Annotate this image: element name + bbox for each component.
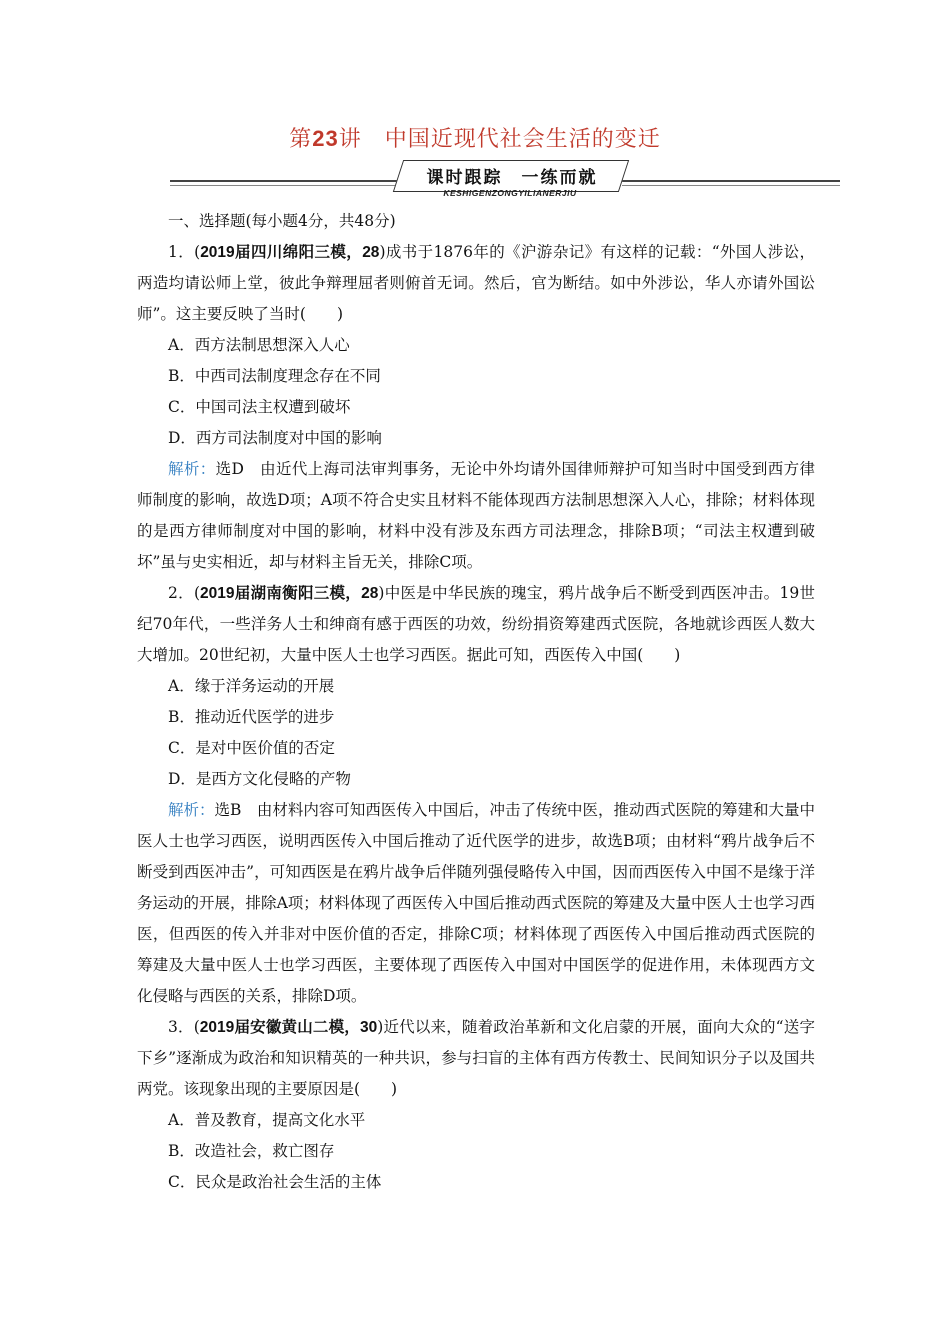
section-heading: 一、选择题(每小题4分，共48分): [168, 212, 396, 230]
q2-option-b: B．推动近代医学的进步: [168, 708, 335, 726]
q1-option-c: C．中国司法主权遭到破坏: [168, 398, 351, 416]
q1-option-a: A．西方法制思想深入人心: [168, 336, 350, 354]
title-suffix: 讲 中国近现代社会生活的变迁: [338, 127, 661, 152]
q1-number: 1．(: [168, 243, 201, 261]
q3-option-b: B．改造社会，救亡图存: [168, 1142, 335, 1160]
title-number: 23: [312, 126, 339, 151]
q1-option-d: D．西方司法制度对中国的影响: [168, 429, 382, 447]
q3-source: 届安徽黄山二模，: [234, 1019, 360, 1036]
banner-rule-left-thin: [170, 185, 398, 186]
q3-option-a: A．普及教育，提高文化水平: [168, 1111, 366, 1129]
q2-explanation-text: 选B 由材料内容可知西医传入中国后，冲击了传统中医，推动西式医院的筹建和大量中医人士也学习西医，说明西医传入中国后推动了近代医学的进步，故选B项；由材料“鸦片战争后不断受到西医冲击”，可知西医是在鸦片战争后伴随列强侵略传入中国，因而西医传入中国不是缘于洋务运动的开展，排除A项；材料体现了西医传入中国后推动西式医院的筹建及大量中医人士也学习西医，但西医的传入并非对中医价值的否定，排除C项；材料体现了西医传入中国后推动西式医院的筹建及大量中医人士也学习西医，主要体现了西医传入中国对中国医学的促进作用，未体现西方文化侵略与西医的关系，排除D项。: [137, 801, 815, 1005]
banner-rule-right: [622, 180, 840, 182]
q2-source: 届湖南衡阳三模，: [234, 585, 362, 602]
banner-sublabel: KESHIGENZONGYILIANERJIU: [443, 188, 577, 198]
q3-year: 2019: [199, 1019, 235, 1036]
document-body: [137, 206, 815, 1198]
q2-explanation: [137, 795, 815, 1012]
q3-source-number: 30: [359, 1019, 378, 1036]
q2-text: )中医是中华民族的瑰宝，鸦片战争后不断受到西医冲击。19世纪70年代，一些洋务人士和绅商有感于西医的功效，纷纷捐资筹建西式医院，各地就诊西医人数大大增加。20世纪初，大量中医人士也学习西医。据此可知，西医传入中国( ): [137, 584, 815, 664]
banner-rule-left: [170, 180, 398, 182]
banner-rule-right-thin: [622, 185, 840, 186]
q2-option-a: A．缘于洋务运动的开展: [168, 677, 335, 695]
q1-explanation: [137, 454, 815, 578]
q1-text: )成书于1876年的《沪游杂记》有这样的记载：“外国人涉讼，两造均请讼师上堂，彼此争辩理屈者则俯首无词。然后，官为断结。如中外涉讼，华人亦请外国讼师”。这主要反映了当时( ): [137, 243, 815, 323]
q3-option-c: C．民众是政治社会生活的主体: [168, 1173, 382, 1191]
q2-year: 2019: [200, 585, 235, 602]
q2-explanation-label: 解析：: [168, 801, 215, 819]
banner-label: 课时跟踪 一练而就: [426, 168, 598, 188]
q1-explanation-text: 选D 由近代上海司法审判事务，无论中外均请外国律师辩护可知当时中国受到西方律师制度的影响，故选D项；A项不符合史实且材料不能体现西方法制思想深入人心，排除；材料体现的是西方律师制度对中国的影响，材料中没有涉及东西方司法理念，排除B项；“司法主权遭到破坏”虽与史实相近，却与材料主旨无关，排除C项。: [137, 460, 815, 571]
q1-explanation-label: 解析：: [168, 460, 216, 478]
q2-option-d: D．是西方文化侵略的产物: [168, 770, 351, 788]
question-2-stem: [137, 578, 815, 671]
q1-source: 届四川绵阳三模，: [234, 244, 363, 261]
question-3-stem: [137, 1012, 815, 1105]
section-banner: [170, 160, 840, 200]
question-1-stem: [137, 237, 815, 330]
q3-number: 3．(: [168, 1018, 200, 1036]
q1-source-number: 28: [362, 244, 380, 261]
q2-source-number: 28: [361, 585, 379, 602]
page-title: [0, 122, 950, 153]
title-prefix: 第: [289, 127, 313, 152]
q1-year: 2019: [200, 244, 235, 261]
q1-option-b: B．中西司法制度理念存在不同: [168, 367, 381, 385]
q2-option-c: C．是对中医价值的否定: [168, 739, 335, 757]
q3-text: )近代以来，随着政治革新和文化启蒙的开展，面向大众的“送字下乡”逐渐成为政治和知识精英的一种共识，参与扫盲的主体有西方传教士、民间知识分子以及国共两党。该现象出现的主要原因是( ): [137, 1018, 815, 1098]
q2-number: 2．(: [168, 584, 200, 602]
